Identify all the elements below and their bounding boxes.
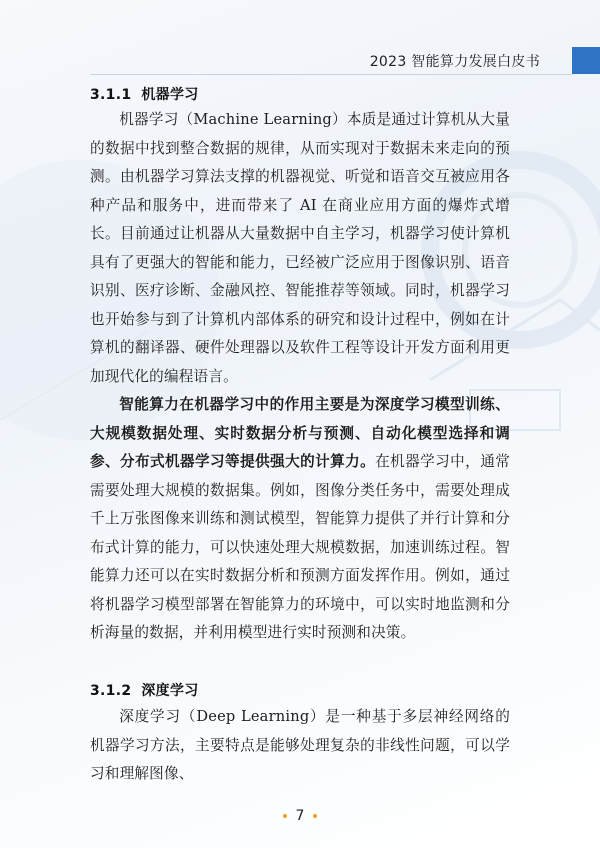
section-title: 深度学习 (141, 683, 199, 699)
section-heading (90, 680, 199, 700)
header-accent-tab (572, 47, 600, 74)
page-footer (0, 808, 600, 824)
section-heading (90, 84, 199, 104)
paragraph: 机器学习（Machine Learning）本质是通过计算机从大量的数据中找到整合数据的规律，从而实现对于数据未来走向的预测。由机器学习算法支撑的机器视觉、听觉和语音交互被应用各种产品和服务中，进而带来了 AI 在商业应用方面的爆炸式增长。目前通过让机器从大量数据中自主学习，机器学习使计算机具有了更强大的智能和能力，已经被广泛应用于图像识别、语音识别、医疗诊断、金融风控、智能推荐等领域。同时，机器学习也开始参与到了计算机内部体系的研究和设计过程中，例如在计算机的翻译器、硬件处理器以及软件工程等设计开发方面利用更加现代化的编程语言。 (90, 111, 510, 385)
footer-dot-right (313, 814, 317, 818)
section-number: 3.1.1 (90, 87, 132, 103)
paragraph: 深度学习（Deep Learning）是一种基于多层神经网络的机器学习方法，主要特点是能够处理复杂的非线性问题，可以学习和理解图像、 (90, 708, 510, 782)
paragraph-emphasis: 智能算力在机器学习中的作用主要是为深度学习模型训练、大规模数据处理、实时数据分析与预测、自动化模型选择和调参、分布式机器学习等提供强大的计算力。 (90, 396, 510, 470)
header-divider (90, 74, 572, 75)
section-number: 3.1.2 (90, 683, 132, 699)
paragraph (90, 391, 510, 648)
document-header-title: 2023 智能算力发展白皮书 (369, 54, 540, 70)
section-title: 机器学习 (141, 87, 199, 103)
footer-dot-left (283, 814, 287, 818)
page-number: 7 (295, 808, 305, 824)
paragraph-text: 在机器学习中，通常需要处理大规模的数据集。例如，图像分类任务中，需要处理成千上万张图像来训练和测试模型，智能算力提供了并行计算和分布式计算的能力，可以快速处理大规模数据，加速训练过程。智能算力还可以在实时数据分析和预测方面发挥作用。例如，通过将机器学习模型部署在智能算力的环境中，可以实时地监测和分析海量的数据，并利用模型进行实时预测和决策。 (90, 453, 510, 641)
